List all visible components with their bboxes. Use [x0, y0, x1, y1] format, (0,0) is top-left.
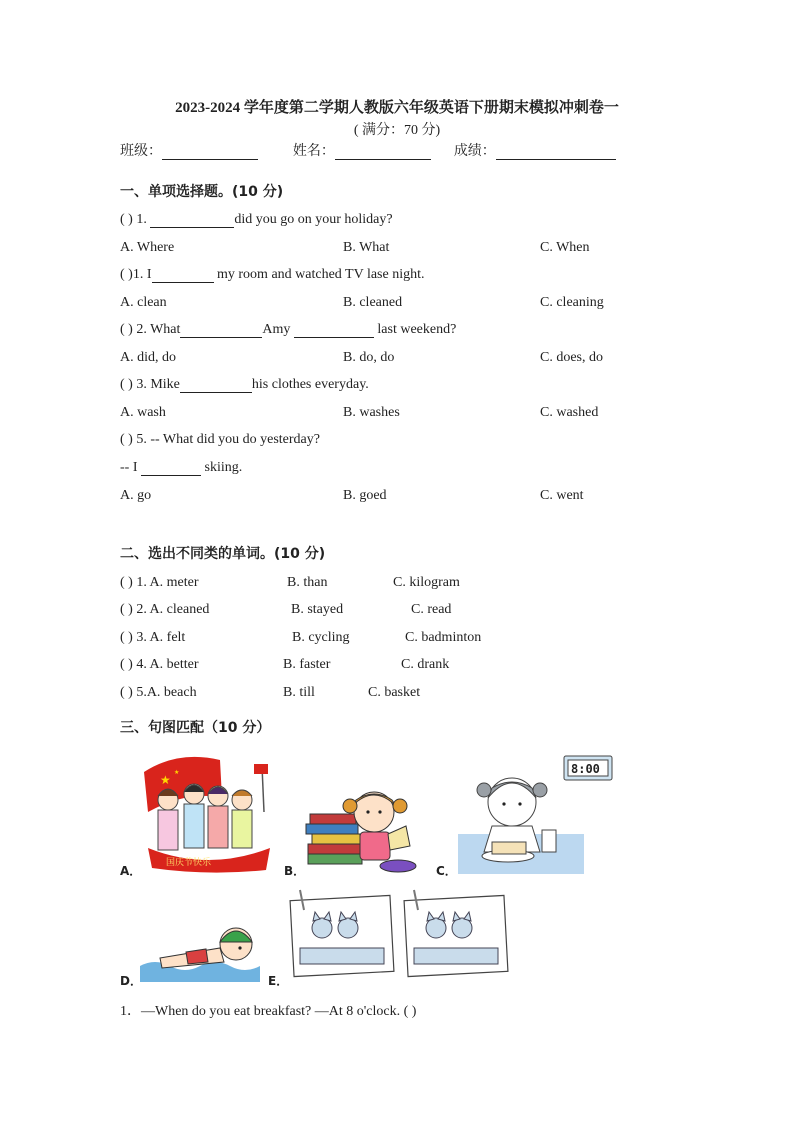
answer-blank[interactable] — [152, 268, 214, 283]
odd-one-c: C. kilogram — [393, 575, 460, 590]
odd-one-c: C. read — [411, 602, 452, 617]
answer-blank[interactable] — [180, 378, 252, 393]
odd-one-c: C. drank — [401, 657, 450, 672]
option-b: B. washes — [343, 405, 400, 420]
name-label: 姓名： — [292, 143, 335, 159]
score-blank[interactable] — [496, 145, 616, 160]
odd-one-row: ( ) 3. A. felt — [120, 630, 186, 645]
svg-text:★: ★ — [174, 770, 180, 776]
label-a: A． — [120, 864, 142, 878]
picture-d-swimming — [140, 918, 260, 984]
label-c: C． — [436, 864, 457, 878]
page-title: 2023-2024 学年度第二学期人教版六年级英语下册期末模拟冲刺卷一 — [175, 100, 619, 116]
student-info-row — [120, 140, 616, 160]
option-c: C. When — [540, 240, 590, 255]
question-2: ( )1. I my room and watched TV lase night. — [120, 267, 425, 282]
matching-question-1: 1．—When do you eat breakfast? —At 8 o'clock. ( ) — [120, 1004, 417, 1019]
label-e: E． — [268, 974, 289, 988]
picture-e-photos — [286, 888, 512, 984]
section2-heading: 二、选出不同类的单词。(10 分) — [120, 546, 326, 562]
picture-c-breakfast — [458, 752, 614, 876]
svg-text:★: ★ — [160, 773, 171, 787]
option-c: C. does, do — [540, 350, 603, 365]
option-c: C. went — [540, 488, 584, 503]
option-b: B. cleaned — [343, 295, 403, 310]
question-3: ( ) 2. What Amy last weekend? — [120, 322, 457, 337]
section3-heading: 三、句图匹配（10 分） — [120, 720, 271, 736]
option-c: C. washed — [540, 405, 599, 420]
question-4: ( ) 3. Mike his clothes everyday. — [120, 377, 369, 392]
question-5-line2: -- I skiing. — [120, 460, 243, 475]
class-label: 班级： — [120, 143, 162, 159]
option-b: B. goed — [343, 488, 387, 503]
label-b: B． — [284, 864, 306, 878]
odd-one-b: B. than — [287, 575, 328, 590]
answer-blank[interactable] — [294, 323, 374, 338]
odd-one-b: B. faster — [283, 657, 331, 672]
picture-b-reading — [302, 784, 430, 876]
name-blank[interactable] — [335, 145, 431, 160]
picture-a-celebration — [138, 752, 278, 874]
full-score: ( 满分：70 分) — [353, 123, 441, 138]
option-a: A. did, do — [120, 350, 176, 365]
label-d: D． — [120, 974, 142, 988]
option-b: B. What — [343, 240, 390, 255]
question-1: ( ) 1. did you go on your holiday? — [120, 212, 393, 227]
odd-one-row: ( ) 1. A. meter — [120, 575, 199, 590]
answer-blank[interactable] — [141, 461, 201, 476]
option-a: A. go — [120, 488, 152, 503]
odd-one-c: C. badminton — [405, 630, 482, 645]
class-blank[interactable] — [162, 145, 258, 160]
odd-one-c: C. basket — [368, 685, 421, 700]
odd-one-row: ( ) 4. A. better — [120, 657, 199, 672]
option-c: C. cleaning — [540, 295, 604, 310]
answer-blank[interactable] — [180, 323, 262, 338]
odd-one-b: B. stayed — [291, 602, 344, 617]
option-b: B. do, do — [343, 350, 395, 365]
odd-one-row: ( ) 2. A. cleaned — [120, 602, 210, 617]
odd-one-b: B. cycling — [292, 630, 350, 645]
option-a: A. Where — [120, 240, 175, 255]
clock-text: 8:00 — [571, 762, 600, 776]
section1-heading: 一、单项选择题。(10 分) — [120, 184, 284, 200]
odd-one-b: B. till — [283, 685, 315, 700]
answer-blank[interactable] — [150, 213, 234, 228]
banner-text: 国庆节快乐 — [166, 858, 212, 868]
odd-one-row: ( ) 5.A. beach — [120, 685, 197, 700]
option-a: A. clean — [120, 295, 167, 310]
score-label: 成绩： — [453, 143, 496, 159]
option-a: A. wash — [120, 405, 166, 420]
question-5: ( ) 5. -- What did you do yesterday? — [120, 432, 320, 447]
